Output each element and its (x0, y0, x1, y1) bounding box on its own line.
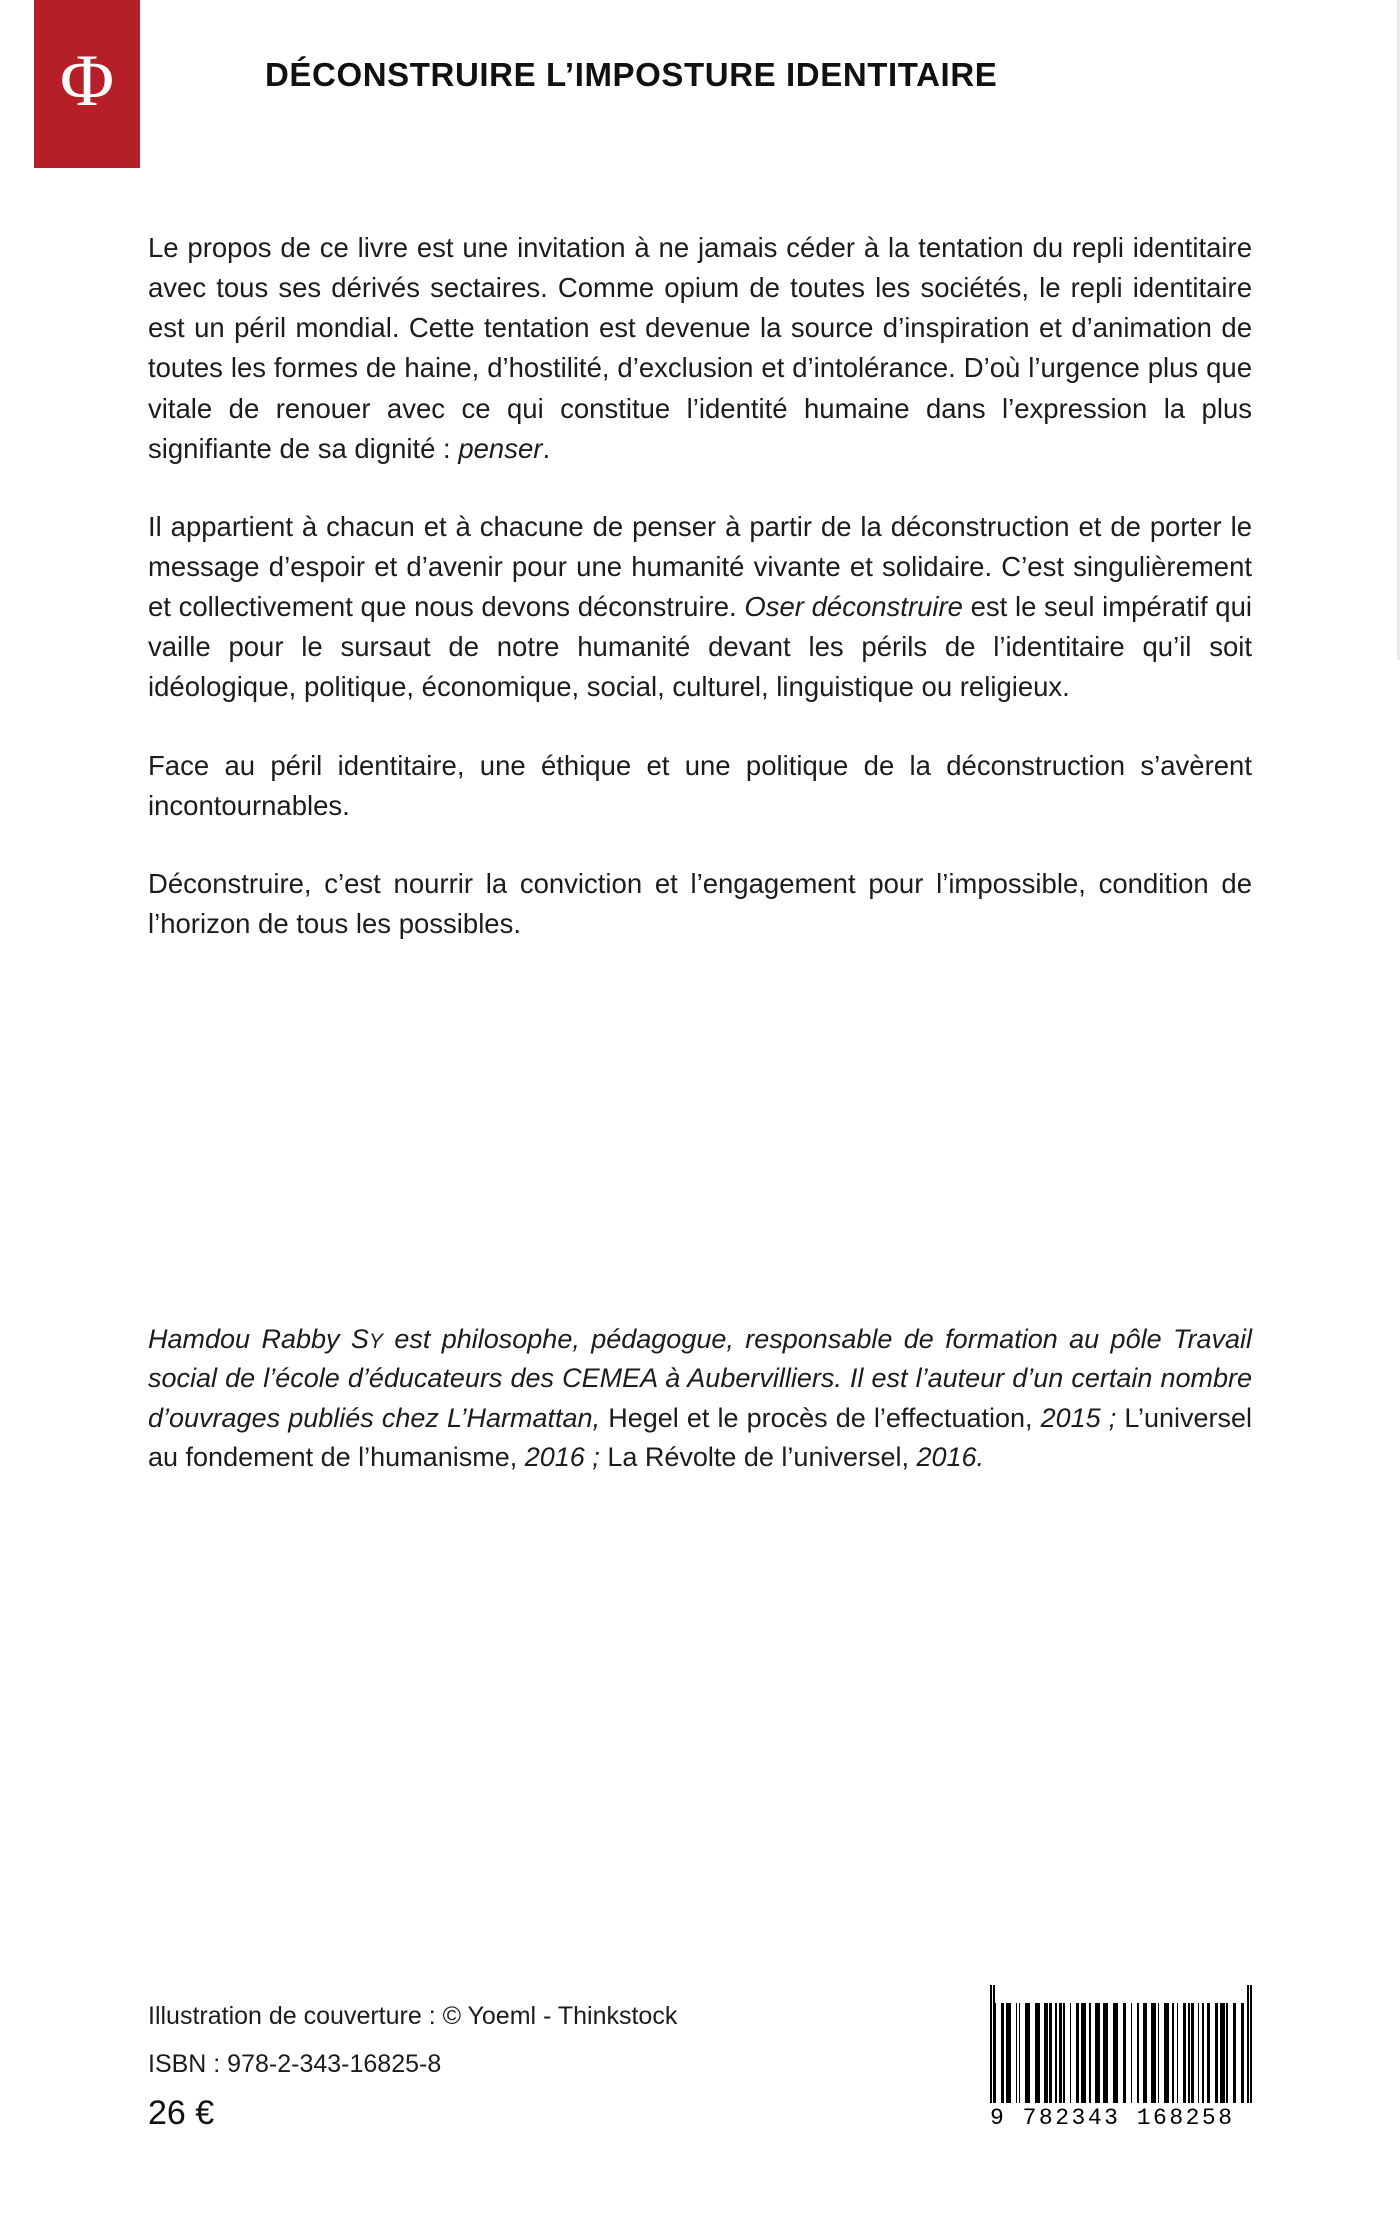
blurb-section (148, 228, 1252, 944)
price-text: 26 € (148, 2094, 215, 2132)
barcode-bars (990, 1985, 1258, 2103)
bio-text-2: Hegel et le procès de l’effectuation, (600, 1402, 1033, 1433)
page-title: DÉCONSTRUIRE L’IMPOSTURE IDENTITAIRE (265, 56, 998, 93)
bio-text-6: La Révolte de l’universel, (599, 1442, 909, 1473)
isbn-text: ISBN : 978-2-343-16825-8 (148, 2049, 442, 2078)
italic-term-penser: penser (458, 432, 543, 464)
barcode-digits: 9 782343 168258 (990, 2105, 1235, 2131)
barcode (990, 1985, 1258, 2131)
phi-logo-icon: Φ (59, 40, 115, 122)
blurb-paragraph-3: Face au péril identitaire, une éthique et une politique de la déconstruction s’avèrent incontournables. (148, 749, 1252, 821)
cover-credit: Illustration de couverture : © Yoeml - Thinkstock (148, 2002, 678, 2030)
blurb-paragraph-4: Déconstruire, c’est nourrir la conviction et l’engagement pour l’impossible, condition de l’horizon de tous les possibles. (148, 867, 1252, 939)
bio-text-4: L’universel au fondement de l’humanisme, (148, 1402, 1252, 1473)
blurb-paragraph-1: Le propos de ce livre est une invitation à ne jamais céder à la tentation du repli identitaire avec tous ses dérivés sectaires. Comme opium de toutes les sociétés, le repli identitaire est un péril mondial. Cette tentation est devenue la source d’inspiration et d’animation de toutes les formes de haine, d’hostilité, d’exclusion et d’intolérance. D’où l’urgence plus que vitale de renouer avec ce qui constitue l’identité humaine dans l’expression la plus signifiante de sa dignité : penser. (148, 232, 1252, 464)
author-name: Hamdou Rabby SY (148, 1324, 383, 1354)
bio-text-5: 2016 ; (517, 1442, 600, 1473)
blurb-paragraph-2: Il appartient à chacun et à chacune de penser à partir de la déconstruction et de porter le message d’espoir et d’avenir pour une humanité vivante et solidaire. C’est singulièrement et collectivement que nous devons déconstruire. Oser déconstruire est le seul impératif qui vaille pour le sursaut de notre humanité devant les périls de l’identitaire qu’il soit idéologique, politique, économique, social, culturel, linguistique ou religieux. (148, 510, 1252, 703)
footer-left-column (148, 1993, 888, 2133)
author-bio (148, 1320, 1252, 1478)
author-bio-section (148, 1320, 1252, 1478)
italic-term-oser-deconstruire: Oser déconstruire (744, 591, 963, 623)
bio-text-7: 2016. (908, 1442, 985, 1473)
bio-text-3: 2015 ; (1032, 1402, 1117, 1433)
cover-header (0, 0, 1400, 168)
publisher-logo (34, 0, 140, 168)
bio-text-1: est philosophe, pédagogue, responsable de formation au pôle Travail social de l’école d’éducateurs des CEMEA à Aubervilliers. Il est l’auteur d’un certain nombre d’ouvrages publiés chez L’Harmattan, (148, 1324, 1252, 1433)
